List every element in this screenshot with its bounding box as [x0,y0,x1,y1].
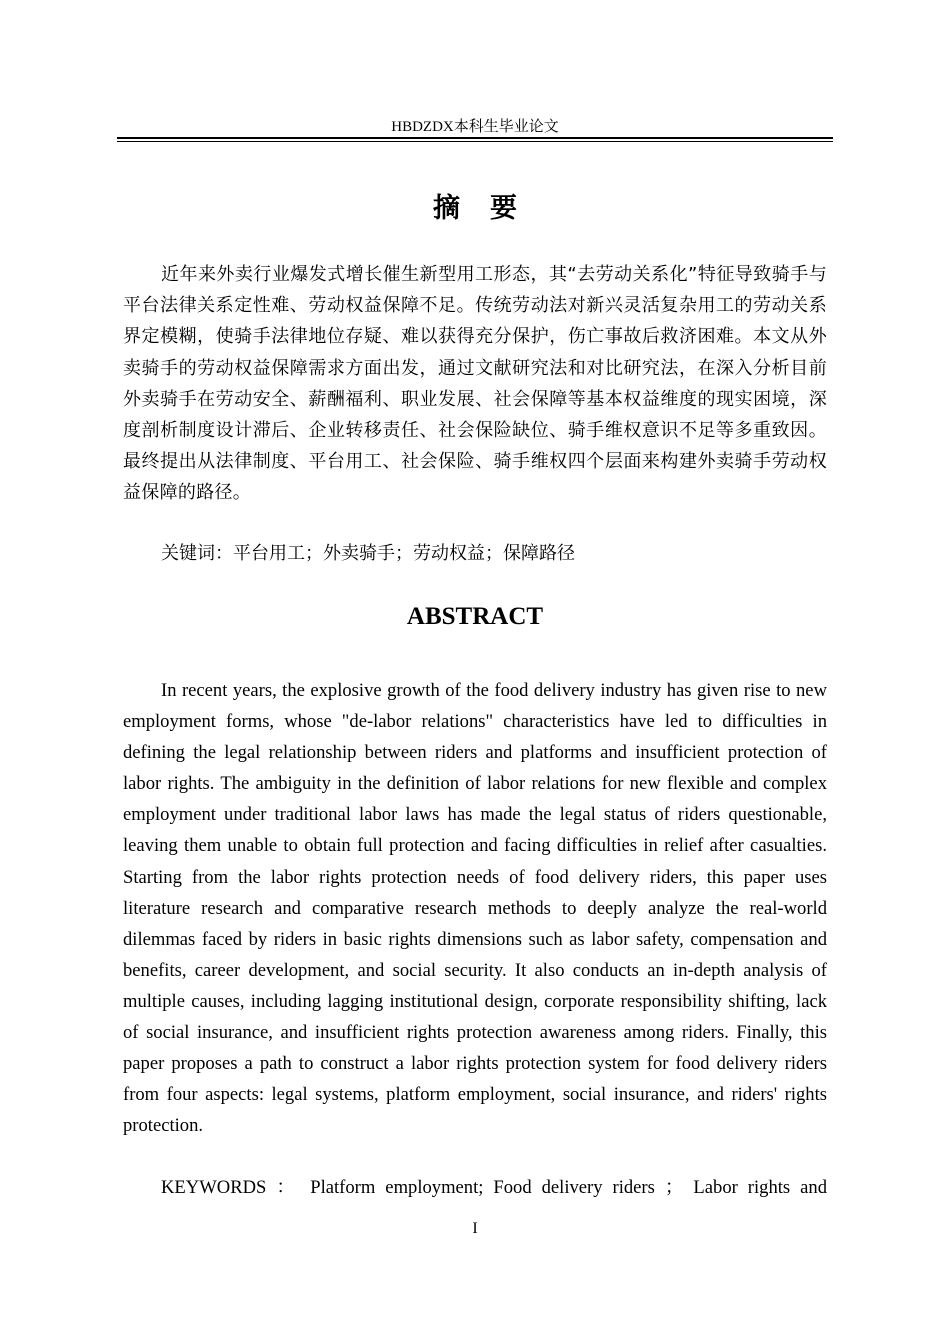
page-number: I [472,1220,478,1237]
chinese-abstract-body: 近年来外卖行业爆发式增长催生新型用工形态，其“去劳动关系化”特征导致骑手与平台法律关系定性难、劳动权益保障不足。传统劳动法对新兴灵活复杂用工的劳动关系界定模糊，使骑手法律地位存疑、难以获得充分保护，伤亡事故后救济困难。本文从外卖骑手的劳动权益保障需求方面出发，通过文献研究法和对比研究法，在深入分析目前外卖骑手在劳动安全、薪酬福利、职业发展、社会保障等基本权益维度的现实困境，深度剖析制度设计滞后、企业转移责任、社会保险缺位、骑手维权意识不足等多重致因。最终提出从法律制度、平台用工、社会保险、骑手维权四个层面来构建外卖骑手劳动权益保障的路径。 [123,264,827,504]
header-rule-thin [117,141,833,142]
chinese-abstract-title: 摘要 [433,193,547,224]
english-keywords: KEYWORDS ： Platform employment; Food delivery riders ； Labor rights and [161,1177,827,1198]
english-abstract-title: ABSTRACT [406,603,544,630]
chinese-keywords: 关键词：平台用工；外卖骑手；劳动权益；保障路径 [161,543,575,564]
english-abstract-body: In recent years, the explosive growth of the food delivery industry has given rise to new employment forms, whose "de-labor relations" characteristics have led to difficulties in defining the legal relationship between riders and platforms and insufficient protection of labor rights. The ambiguity in the definition of labor relations for new flexible and complex employment under traditional labor laws has made the legal status of riders questionable, leaving them unable to obtain full protection and facing difficulties in relief after casualties. Starting from the labor rights protection needs of food delivery riders, this paper uses literature research and comparative research methods to deeply analyze the real-world dilemmas faced by riders in basic rights dimensions such as labor safety, compensation and benefits, career development, and social security. It also conducts an in-depth analysis of multiple causes, including lagging institutional design, corporate responsibility shifting, lack of social insurance, and insufficient rights protection awareness among riders. Finally, this paper proposes a path to construct a labor rights protection system for food delivery riders from four aspects: legal systems, platform employment, social insurance, and riders' rights protection. [123,680,827,1137]
header-rule-thick [117,137,833,139]
running-header: HBDZDX本科生毕业论文 [391,119,559,135]
